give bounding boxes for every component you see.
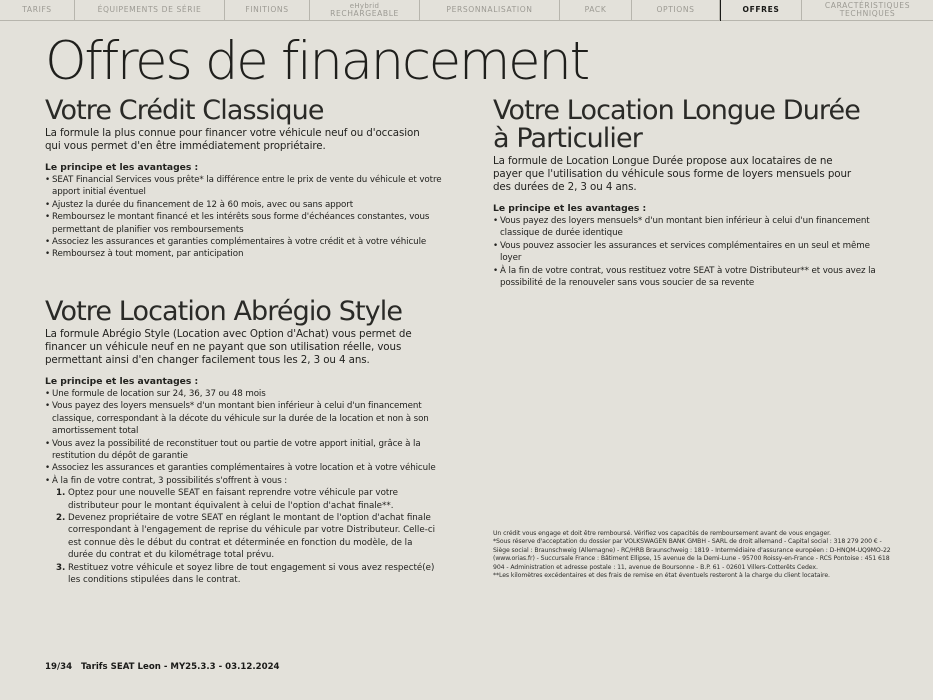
list-item: • Vous payez des loyers mensuels* d'un montant bien inférieur à celui d'un financement classique, correspondant à la décote du véhicule sur la durée de la location et non à son amortissement total — [45, 400, 440, 437]
advantages-list — [493, 215, 888, 289]
end-of-contract-options — [45, 487, 440, 586]
list-item: • SEAT Financial Services vous prête* la différence entre le prix de vente du véhicule et votre apport initial éventuel — [45, 174, 445, 199]
page-footer — [45, 662, 280, 672]
principle-heading: Le principe et les avantages : — [45, 376, 199, 387]
legal-notes — [493, 530, 893, 580]
tab-offres[interactable]: OFFRES — [720, 0, 802, 20]
option-item: 3. Restituez votre véhicule et soyez libre de tout engagement si vous avez respecté(e) les conditions stipulées dans le contrat. — [56, 562, 435, 586]
section-title: Votre Crédit Classique — [45, 95, 324, 126]
principle-heading: Le principe et les avantages : — [493, 203, 647, 214]
section-location-longue-duree — [493, 97, 888, 289]
page-title: Offres de financement — [45, 31, 588, 92]
section-title: Votre Location Abrégio Style — [45, 296, 403, 327]
section-intro: La formule de Location Longue Durée propose aux locataires de ne payer que l'utilisation du véhicule sous forme de loyers mensuels pour des durées de 2, 3 ou 4 ans. — [493, 155, 852, 193]
list-item: • Remboursez à tout moment, par anticipation — [45, 248, 445, 260]
option-item: 1. Optez pour une nouvelle SEAT en faisant reprendre votre véhicule par votre distributeur pour le montant équivalent à celui de l'option d'achat finale**. — [56, 488, 399, 511]
list-item: • Remboursez le montant financé et les intérêts sous forme d'échéances constantes, vous permettant de planifier vos remboursements — [45, 211, 445, 236]
tab-tarifs[interactable]: TARIFS — [0, 0, 75, 20]
legal-line: **Les kilomètres excédentaires et des frais de remise en état éventuels resteront à la charge du client locataire. — [493, 572, 830, 580]
list-item: • Vous payez des loyers mensuels* d'un montant bien inférieur à celui d'un financement classique de durée identique — [493, 215, 888, 240]
section-title: Votre Location Longue Durée à Particulier — [493, 95, 860, 154]
section-credit-classique — [45, 97, 445, 261]
tab-rechargeable[interactable]: eHybrid RECHARGEABLE — [310, 0, 420, 20]
list-item: • Associez les assurances et garanties complémentaires à votre crédit et à votre véhicule — [45, 236, 445, 248]
advantages-list — [45, 174, 445, 261]
option-item: 2. Devenez propriétaire de votre SEAT en réglant le montant de l'option d'achat finale correspondant à l'engagement de reprise du véhicule par votre Distributeur. Celle-ci est connue dès le début du contrat et déterminée en fonction du modèle, de la durée du contrat et du kilométrage total prévu. — [56, 513, 436, 561]
list-item: • À la fin de votre contrat, 3 possibilités s'offrent à vous : — [45, 475, 440, 487]
top-navigation — [0, 0, 933, 21]
tab-options[interactable]: OPTIONS — [632, 0, 720, 20]
legal-line: Un crédit vous engage et doit être remboursé. Vérifiez vos capacités de remboursement avant de vous engager. — [493, 530, 831, 537]
list-item: • Associez les assurances et garanties complémentaires à votre location et à votre véhicule — [45, 462, 440, 474]
list-item: • Une formule de location sur 24, 36, 37 ou 48 mois — [45, 388, 440, 400]
document-reference: Tarifs SEAT Leon - MY25.3.3 - 03.12.2024 — [81, 662, 280, 672]
advantages-list — [45, 388, 440, 487]
tab-pack[interactable]: PACK — [560, 0, 632, 20]
list-item: • Vous avez la possibilité de reconstituer tout ou partie de votre apport initial, grâce à la restitution du dépôt de garantie — [45, 438, 440, 463]
page-number: 19/34 — [45, 662, 73, 672]
principle-heading: Le principe et les avantages : — [45, 162, 199, 173]
list-item: • Vous pouvez associer les assurances et services complémentaires en un seul et même loyer — [493, 240, 888, 265]
tab-finitions[interactable]: FINITIONS — [225, 0, 310, 20]
section-intro: La formule la plus connue pour financer votre véhicule neuf ou d'occasion qui vous permet d'en être immédiatement propriétaire. — [45, 127, 420, 152]
list-item: • À la fin de votre contrat, vous restituez votre SEAT à votre Distributeur** et vous avez la possibilité de la renouveler sans vous soucier de sa revente — [493, 265, 888, 290]
tab-caracteristiques[interactable]: CARACTÉRISTIQUES TECHNIQUES — [824, 1, 911, 18]
section-location-abregio — [45, 298, 440, 587]
legal-line: *Sous réserve d'acceptation du dossier par VOLKSWAGEN BANK GMBH - SARL de droit allemand - Capital social : 318 279 200 € - Siège social : Braunschweig (Allemagne) - RC/HRB Braunschweig : 1819 - Intermédiaire d'assurance européen : D-HNQM-UQ9MO-22 (www.orias.fr) - Succursale France : Bâtiment Ellipse, 15 avenue de la Demi-Lune - 95700 Roissy-en-France - RCS Pontoise : 451 618 904 - Administration et adresse postale : 11, avenue de Boursonne - B.P. 61 - 02601 Villers-Cotterêts Cedex. — [493, 538, 891, 571]
tab-personnalisation[interactable]: PERSONNALISATION — [420, 0, 560, 20]
tab-equipements[interactable]: ÉQUIPEMENTS DE SÉRIE — [75, 0, 225, 20]
section-intro: La formule Abrégio Style (Location avec Option d'Achat) vous permet de financer un véhicule neuf en ne payant que son utilisation réelle, vous permettant ainsi d'en changer facilement tous les 2, 3 ou 4 ans. — [45, 328, 412, 366]
list-item: • Ajustez la durée du financement de 12 à 60 mois, avec ou sans apport — [45, 199, 445, 211]
